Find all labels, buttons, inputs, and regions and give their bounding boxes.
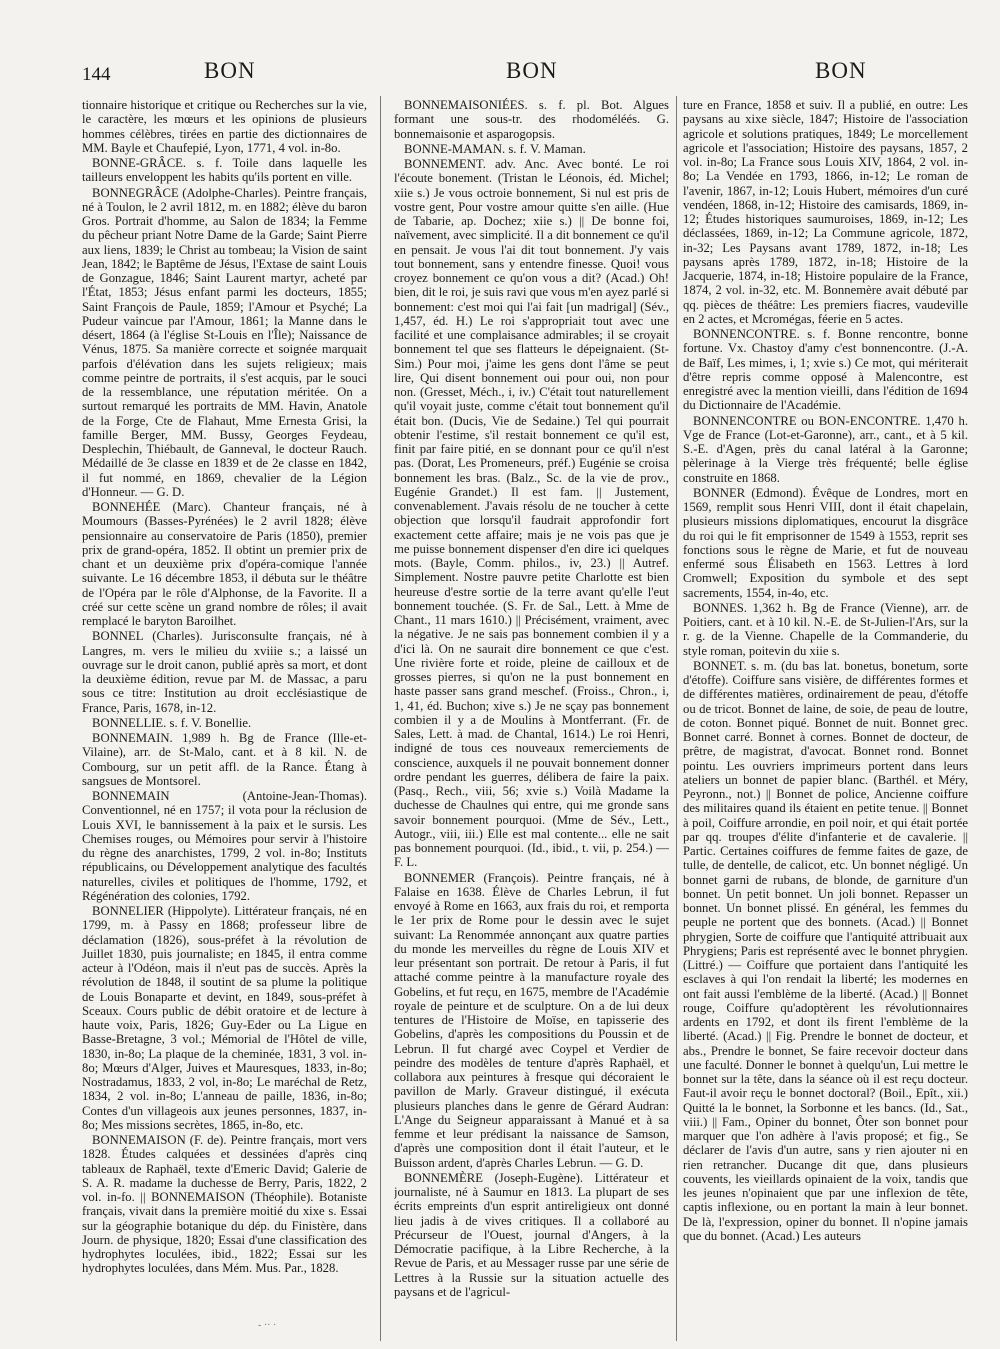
running-head-left: BON bbox=[204, 58, 256, 83]
column-3 bbox=[683, 98, 968, 1338]
entry: BONNEL (Charles). Jurisconsulte français, né à Langres, m. vers le milieu du xviiie s.; a laissé un ouvrage sur le droit canon, publié après sa mort, et dont la deuxième édition, revue par M. de Massac, a paru sous ce titre: Institution au droit ecclésiastique de France, Paris, 1678, in-12. bbox=[82, 629, 367, 715]
entry: BONNEMÈRE (Joseph-Eugène). Littérateur et journaliste, né à Saumur en 1813. La plupart de ses écrits empreints d'un esprit antireligieux ont donné lieu jadis à de vives critiques. Il a collaboré au Précurseur de l'Ouest, journal d'Angers, à la Démocratie pacifique, à la Libre Recherche, à la Revue de Paris, et au Messager russe par une série de Lettres à la Russie sur la situation actuelle des paysans et de l'agricul- bbox=[394, 1170, 669, 1299]
page-number: 144 bbox=[82, 64, 111, 85]
entry: BONNEGRÂCE (Adolphe-Charles). Peintre français, né à Toulon, le 2 avril 1812, m. en 1882; élève du baron Gros. Portrait d'homme, au Salon de 1834; la Femme du pêcheur priant Notre Dame de la Garde; Saint Pierre aux liens, 1839; le Christ au tombeau; la Vision de saint Jean, 1842; le Baptême de Jésus, l'Extase de saint Louis de Gonzague, 1846; Saint Laurent martyr, acheté par l'État, 1853; Jésus enfant parmi les docteurs, 1855; Saint François de Paule, 1859; l'Amour et Psyché; La Pudeur vaincue par l'Amour, 1861; la Manne dans le désert, 1864 (à l'église St-Louis en l'Île); Naissance de Vénus, 1875. Sa manière correcte et soignée marquait parfois d'élévation dans les sujets religieux; mais comme peintre de portraits, il s'est acquis, par le souci de la ressemblance, une réputation méritée. On a surtout remarqué les portraits de MM. Havin, Anatole de la Forge, Cte de Flahaut, Mme Ernesta Grisi, la famille Berger, MM. Bussy, Georges Feydeau, Desplechin, Thiébault, de Ganneval, le docteur Rauch. Médaillé de 3e classe en 1839 et de 2e classe en 1842, il fut nommé, en 1869, chevalier de la Légion d'Honneur. — G. D. bbox=[82, 185, 367, 499]
entry: BONNET. s. m. (du bas lat. bonetus, bonetum, sorte d'étoffe). Coiffure sans visière, de différentes formes et de différentes matières, ordinairement de peau, d'étoffe ou de tricot. Bonnet de laine, de soie, de peau de loutre, de coton. Bonnet piqué. Bonnet de nuit. Bonnet grec. Bonnet carré. Bonnet à cornes. Bonnet de docteur, de prêtre, de magistrat, d'avocat. Bonnet rond. Bonnet pointu. Les ouvriers imprimeurs portent dans leurs ateliers un bonnet de papier blanc. (Barthél. et Méry, Peyronn., not.) || Bonnet de police, Ancienne coiffure des militaires quand ils étaient en petite tenue. || Bonnet à poil, Coiffure arrondie, en poil noir, et qui était portée par qq. troupes d'élite d'infanterie et de cavalerie. || Partic. Certaines coiffures de femme faites de gaze, de tulle, de dentelle, de calicot, etc. Un bonnet négligé. Un bonnet garni de rubans, de blonde, de garniture d'un bonnet. Un petit bonnet. Un joli bonnet. Repasser un bonnet. Un bonnet plissé. En général, les femmes du peuple ne portent que des bonnets. (Acad.) || Bonnet phrygien, Sorte de coiffure que l'antiquité attribuait aux Phrygiens; Paris est représenté avec le bonnet phrygien. (Littré.) — Coiffure que portaient dans l'antiquité les esclaves à qui l'on rendait la liberté; les modernes en ont fait aussi l'emblème de la liberté. (Acad.) || Bonnet rouge, Coiffure qu'adoptèrent les révolutionnaires ardents en 1792, et dont ils firent l'emblème de la liberté. (Acad.) || Fig. Prendre le bonnet de docteur, et abs., Prendre le bonnet, Se faire recevoir docteur dans une faculté. Donner le bonnet à quelqu'un, Lui mettre le bonnet sur la tête, dans la séance où il est reçu docteur. Faut-il avoir reçu le bonnet doctoral? (Boil., Epît., xii.) Quitté la le bonnet, la Sorbonne et les bancs. (Id., Sat., viii.) || Fam., Opiner du bonnet, Ôter son bonnet pour marquer que l'on adhère à l'avis proposé; et fig., Se déclarer de l'avis d'un autre, sans y rien ajouter ni en rien retrancher. Ducange dit que, dans plusieurs couvents, les vieillards opinaient de la voix, tandis que les jeunes n'opinaient que par une inflexion de tête, captis inflexione, ou en portant la main à leur bonnet. De là, l'expression, opiner du bonnet. Il n'opine jamais que du bonnet. (Acad.) Les auteurs bbox=[683, 658, 968, 1243]
entry: BONNENCONTRE ou BON-ENCONTRE. 1,470 h. Vge de France (Lot-et-Garonne), arr., cant., et à 5 kil. S.-E. d'Agen, près du canal latéral à la Garonne; pèlerinage à la Vierge très fréquenté; belle église construite en 1868. bbox=[683, 413, 968, 485]
entry: BONNEMER (François). Peintre français, né à Falaise en 1638. Élève de Charles Lebrun, il fut envoyé à Rome en 1663, aux frais du roi, et remporta le 1er prix de Rome pour le dessin avec le sujet suivant: La Renommée annonçant aux quatre parties du monde les merveilles du règne de Louis XIV et leur présentant son portrait. De retour à Paris, il fut attaché comme peintre à la manufacture royale des Gobelins, et fut reçu, en 1675, membre de l'Académie royale de peinture et de sculpture. On a de lui deux tentures de l'Histoire de Moïse, en tapisserie des Gobelins, d'après les compositions du Poussin et de Lebrun. Il fut chargé avec Coypel et Verdier de peindre des modèles de tenture d'après Raphaël, et collabora aux peintures à fresque qui décoraient le pavillon de Marly. Graveur distingué, il exécuta plusieurs planches dans le genre de Gérard Audran: L'Ange du Seigneur apparaissant à Manué et à sa femme et leur prédisant la naissance de Samson, d'après une composition dont il était l'auteur, et le Buisson ardent, d'après Charles Lebrun. — G. D. bbox=[394, 870, 669, 1170]
running-head-right: BON bbox=[815, 58, 867, 83]
entry: BONNEMAIN (Antoine-Jean-Thomas). Conventionnel, né en 1757; il vota pour la réclusion de Louis XVI, le bannissement à la paix et le sursis. Les Chemises rouges, ou Mémoires pour servir à l'histoire du règne des anarchistes, 1799, 2 vol. in-8o; Instituts républicains, ou Développement analytique des facultés naturelles, civiles et politiques de l'homme, 1792, et Régénération des colonies, 1792. bbox=[82, 789, 367, 903]
entry-continued: tionnaire historique et critique ou Recherches sur la vie, le caractère, les mœurs et les opinions de plusieurs hommes célèbres, tirées en partie des dictionnaires de MM. Bayle et Chaufepié, Lyon, 1771, 4 vol. in-8o. bbox=[82, 98, 367, 155]
column-divider bbox=[380, 96, 381, 1341]
entry-continued: ture en France, 1858 et suiv. Il a publié, en outre: Les paysans au xixe siècle, 1847; Histoire de l'association agricole et solutions pratiques, 1849; Le morcellement agricole et l'association; Histoire des paysans, 1857, 2 vol. in-8o; La France sous Louis XIV, 1864, 2 vol. in-8o; La Vendée en 1793, 1866, in-12; Le roman de l'avenir, 1867, in-12; Louis Hubert, mémoires d'un curé vendéen, 1868, in-12; Histoire des camisards, 1869, in-12; Études historiques saumuroises, 1869, in-12; Les déclassées, 1869, in-12; La Commune agricole, 1872, in-32; Les Paysans avant 1789, 1872, in-18; Les paysans après 1789, 1872, in-18; Histoire de la Jacquerie, 1874, in-18; Histoire populaire de la France, 1874, 2 vol. in-32, etc. M. Bonnemère avait débuté par qq. pièces de théâtre: Les premiers fiacres, vaudeville en 2 actes, et Mcromégas, féerie en 5 actes. bbox=[683, 98, 968, 326]
column-1 bbox=[82, 98, 367, 1338]
entry: BONNES. 1,362 h. Bg de France (Vienne), arr. de Poitiers, cant. et à 10 kil. N.-E. de St-Julien-l'Ars, sur la r. g. de la Vienne. Chapelle de la Commanderie, du style roman, poitevin du xiie s. bbox=[683, 600, 968, 658]
entry: BONNELIER (Hippolyte). Littérateur français, né en 1799, m. à Passy en 1868; professeur libre de déclamation (1826), sous-préfet à la révolution de Juillet 1830, puis journaliste; en 1845, il entra comme acteur à l'Odéon, mais il n'eut pas de succès. Après la révolution de 1848, il soutint de sa plume la politique de Louis Bonaparte et devint, en 1849, sous-préfet à Sceaux. Cours public de débit oratoire et de lecture à haute voix, Paris, 1826; Guy-Eder ou La Ligue en Basse-Bretagne, 3 vol.; Mémorial de l'Hôtel de ville, 1830, in-8o; La plaque de la cheminée, 1831, 3 vol. in-8o; Mœurs d'Alger, Juives et Mauresques, 1833, in-8o; Nostradamus, 1833, 2 vol, in-8o; Le maréchal de Retz, 1834, 2 vol. in-8o; L'anneau de paille, 1836, in-8o; Contes d'un villageois aux jeunes personnes, 1837, in-8o; Mes missions secrètes, 1865, in-8o, etc. bbox=[82, 904, 367, 1132]
entry: BONNENCONTRE. s. f. Bonne rencontre, bonne fortune. Vx. Chastoy d'amy c'est bonnencontre. (J.-A. de Baïf, Les mimes, i, 1; xvie s.) Ce mot, qui mériterait d'être repris comme opposé à Malencontre, est enregistré avec la mention vieilli, dans l'édition de 1694 du Dictionnaire de l'Académie. bbox=[683, 327, 968, 413]
column-2 bbox=[394, 98, 669, 1338]
entry: BONNEMAIN. 1,989 h. Bg de France (Ille-et-Vilaine), arr. de St-Malo, cant. et à 8 kil. N. de Combourg, sur un petit affl. de la Rance. Étang à sangsues de Montsorel. bbox=[82, 731, 367, 788]
entry: BONNE-MAMAN. s. f. V. Maman. bbox=[404, 141, 586, 156]
entry: BONNEMAISONIÉES. s. f. pl. Bot. Algues formant une sous-tr. des rhodoméléés. G. bonnemaisonie et asparogopsis. bbox=[394, 98, 669, 141]
running-head-center: BON bbox=[506, 58, 558, 83]
entry: BONNEHÉE (Marc). Chanteur français, né à Moumours (Basses-Pyrénées) le 2 avril 1828; élève pensionnaire au conservatoire de Paris (1850), premier prix de grand-opéra, 1852. Il obtint un premier prix de chant et un deuxième prix d'opéra-comique l'année suivante. Le 16 décembre 1853, il débuta sur le théâtre de l'Opéra par le rôle d'Alphonse, de la Favorite. Il a créé sur cette scène un grand nombre de rôles; il avait remplacé le baryton Baroilhet. bbox=[82, 500, 367, 628]
entry: BONNELLIE. s. f. V. Bonellie. bbox=[92, 715, 252, 730]
column-divider bbox=[676, 96, 677, 1341]
entry: BONNEMAISON (F. de). Peintre français, mort vers 1828. Études calquées et dessinées d'après cinq tableaux de Raphaël, texte d'Emeric David; Galerie de S. A. R. madame la duchesse de Berry, Paris, 1822, 2 vol. in-fo. || BONNEMAISON (Théophile). Botaniste français, vivait dans la première moitié du xixe s. Essai sur la géographie botanique du dép. du Finistère, dans Journ. de physique, 1820; Essai d'une classification des hydrophytes loculées, ibid., 1822; Essai sur les hydrophytes loculées, dans Mém. Mus. Par., 1828. bbox=[82, 1133, 367, 1276]
entry: BONNEMENT. adv. Anc. Avec bonté. Le roi l'écoute bonement. (Tristan le Léonois, éd. Michel; xiie s.) Je vous octroie bonnement, Si nul est pris de vostre gent, Pour vostre amour quitte s'en aille. (Hue de Tabarie, ap. Dochez; xiie s.) || De bonne foi, naïvement, avec simplicité. Il a dit bonnement ce qu'il en pensait. Je vous l'ai dit tout bonnement. J'y vais tout bonnement, sans y entendre finesse. Quoi! vous croyez bonnement ce qu'on vous a dit? (Acad.) Oh! bien, dit le roi, je suis ravi que vous m'en ayez parlé si bonnement: c'est moi qui l'ai fait [un madrigal] (Sév., 1,457, éd. H.) Le roi s'appropriait tout avec une facilité et une complaisance admirables; il se croyait bonnement tel que ses flatteurs le dépeignaient. (St-Sim.) Pour moi, j'aime les gens dont l'âme se peut lire, Qui disent bonnement oui pour oui, non pour non. (Gresset, Méch., i, iv.) C'était tout naturellement qu'il voyait juste, comme c'était tout bonnement qu'il était bon. (Ducis, Vie de Sedaine.) Tel qui pourrait obtenir l'estime, s'il restait bonnement ce qu'il est, finit par faire pitié, en se donnant pour ce qu'il n'est pas. (Dorat, Les Promeneurs, préf.) Eugénie se croisa bonnement les bras. (Balz., Sc. de la vie de prov., Eugénie Grandet.) Il est fam. || Justement, convenablement. J'avais résolu de ne toucher à cette objection que lorsqu'il faudrait approfondir fort exactement cette affaire; mais je ne vois pas que je me puisse bonnement dispenser d'en dire ici quelques mots. (Bayle, Comm. philos., iv, 23.) || Autref. Simplement. Nostre pauvre petite Charlotte est bien heureuse d'estre sortie de la terre avant qu'elle l'eut bonnement touchée. (S. Fr. de Sal., Lett. à Mme de Chant., 11 mars 1610.) || Précisément, vraiment, avec la négative. Je ne sais pas bonnement combien il y a d'ici là. On ne saurait dire bonnement ce que c'est. Une rivière forte et roide, pleine de cailloux et de grosses pierres, si qu'on ne la pust bonnement en haste passer sans grand meschef. (Froiss., Chron., i, 1, 41, éd. Buchon; xive s.) Je ne sçay pas bonnement combien il y a de Moulins à Montferrant. (Fr. de Sales, Lett. à mad. de Chantal, 1614.) Le roi Henri, indigné de tous ces nouveaux remerciements de conscience, auxquels il ne pouvait bonnement donner ordre pendant les guerres, délibera de faire la paix. (Pasq., Rech., viii, 56; xvie s.) Voilà Madame la duchesse de Chaulnes qui entre, qui me gronde sans savoir bonnement pourquoi. (Mme de Sév., Lett., Autogr., viii, iii.) Elle est mal contente... elle ne sait pas bonnement pourquoi. (Id., ibid., t. vii, p. 254.) — F. L. bbox=[394, 157, 669, 870]
printer-mark: - ·· · bbox=[258, 1320, 277, 1331]
entry: BONNE-GRÂCE. s. f. Toile dans laquelle les tailleurs enveloppent les habits qu'ils portent en ville. bbox=[82, 156, 367, 185]
entry: BONNER (Edmond). Évêque de Londres, mort en 1569, remplit sous Henri VIII, dont il était chapelain, plusieurs missions diplomatiques, encourut la disgrâce du roi qui le fit emprisonner de 1549 à 1553, reprit ses fonctions sous le règne de Marie, et fut de nouveau enfermé sous Élisabeth en 1563. Lettres à lord Cromwell; Exposition du symbole et des sept sacrements, 1554, in-4o, etc. bbox=[683, 485, 968, 600]
